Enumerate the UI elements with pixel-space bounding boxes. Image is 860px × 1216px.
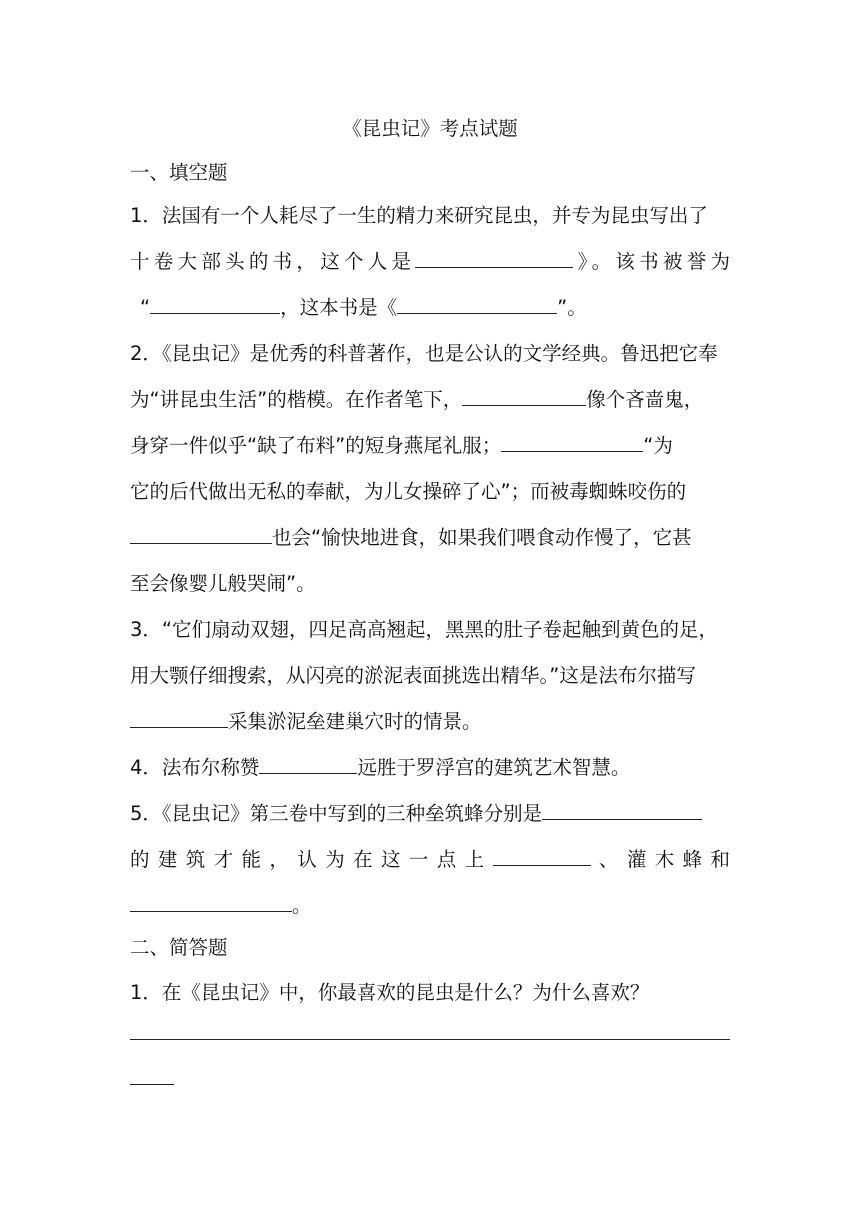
q5-line-2: [130, 837, 730, 883]
answer-blank-q2-miser[interactable]: [462, 378, 586, 406]
q5-line-3-text-b: 。: [292, 894, 312, 917]
q1-line-1: 1．法国有一个人耗尽了一生的精力来研究昆虫，并专为昆虫写出了: [130, 204, 708, 227]
q4-line-1-text-a: 4．法布尔称赞: [130, 756, 260, 779]
q1-line-2-text-b: 》。该书被誉为: [573, 250, 730, 273]
q1-line-3-text-b: ，这本书是《: [280, 296, 398, 319]
answer-blank-q1-book[interactable]: [397, 286, 557, 314]
q5-line-1-text-a: 5．《昆虫记》第三卷中写到的三种垒筑蜂分别是: [130, 802, 543, 825]
answer-blank-q4[interactable]: [259, 746, 357, 774]
q2-line-2-text-a: 为“讲昆虫生活”的楷模。在作者笔下，: [130, 388, 463, 411]
answer-blank-q2-parent[interactable]: [501, 424, 643, 452]
answer-blank-q5-second[interactable]: [493, 838, 591, 866]
answer-blank-q3[interactable]: [130, 700, 228, 728]
q2-line-5: [130, 515, 730, 561]
q1-line-2: [130, 239, 730, 285]
section-heading-short-answer: 二、简答题: [130, 936, 228, 959]
q3-line-3: [130, 699, 730, 745]
answer-line-s2-q1-continuation[interactable]: [130, 1084, 174, 1085]
q5-line-3: [130, 883, 730, 929]
q2-line-5-text-b: 也会“愉快地进食，如果我们喂食动作慢了，它甚: [272, 526, 692, 549]
q1-line-2-text-a: 十卷大部头的书，这个人是: [130, 250, 416, 273]
answer-blank-q1-praise[interactable]: [150, 286, 280, 314]
section-heading-fill-blank: 一、填空题: [130, 161, 228, 184]
q5-line-1: [130, 791, 730, 837]
answer-line-s2-q1[interactable]: [130, 1039, 730, 1040]
q2-line-2-text-b: 像个吝啬鬼，: [586, 388, 704, 411]
q4-line-1: [130, 745, 730, 791]
q2-line-1: 2．《昆虫记》是优秀的科普著作，也是公认的文学经典。鲁迅把它奉: [130, 342, 718, 365]
q2-line-4: 它的后代做出无私的奉献，为儿女操碎了心”；而被毒蜘蛛咬伤的: [130, 480, 687, 503]
answer-blank-q2-bitten[interactable]: [130, 516, 272, 544]
answer-blank-q1-person[interactable]: [415, 240, 573, 268]
s2-q1-line-1: 1．在《昆虫记》中，你最喜欢的昆虫是什么？为什么喜欢？: [130, 981, 650, 1004]
q2-line-3-text-b: “为: [643, 434, 673, 457]
q5-line-2-text-a: 的建筑才能，认为在这一点上: [130, 848, 493, 871]
q1-line-3: [130, 285, 730, 331]
q2-line-6: 至会像婴儿般哭闹”。: [130, 572, 316, 595]
q4-line-1-text-b: 远胜于罗浮宫的建筑艺术智慧。: [357, 756, 631, 779]
q2-line-3-text-a: 身穿一件似乎“缺了布料”的短身燕尾礼服；: [130, 434, 502, 457]
q1-line-3-text-a: “: [140, 296, 151, 319]
q3-line-1: 3．“它们扇动双翅，四足高高翘起，黑黑的肚子卷起触到黄色的足，: [130, 618, 719, 641]
q1-line-3-text-c: ”。: [557, 296, 587, 319]
q3-line-2: 用大颚仔细搜索，从闪亮的淤泥表面挑选出精华。”这是法布尔描写: [130, 664, 696, 687]
answer-blank-q5-third[interactable]: [130, 884, 292, 912]
q2-line-3: [130, 423, 730, 469]
answer-blank-q5-first[interactable]: [542, 792, 702, 820]
page-title: 《昆虫记》考点试题: [342, 117, 518, 140]
q2-line-2: [130, 377, 730, 423]
q3-line-3-text-b: 采集淤泥垒建巢穴时的情景。: [228, 710, 482, 733]
q5-line-2-text-b: 、灌木蜂和: [590, 848, 730, 871]
